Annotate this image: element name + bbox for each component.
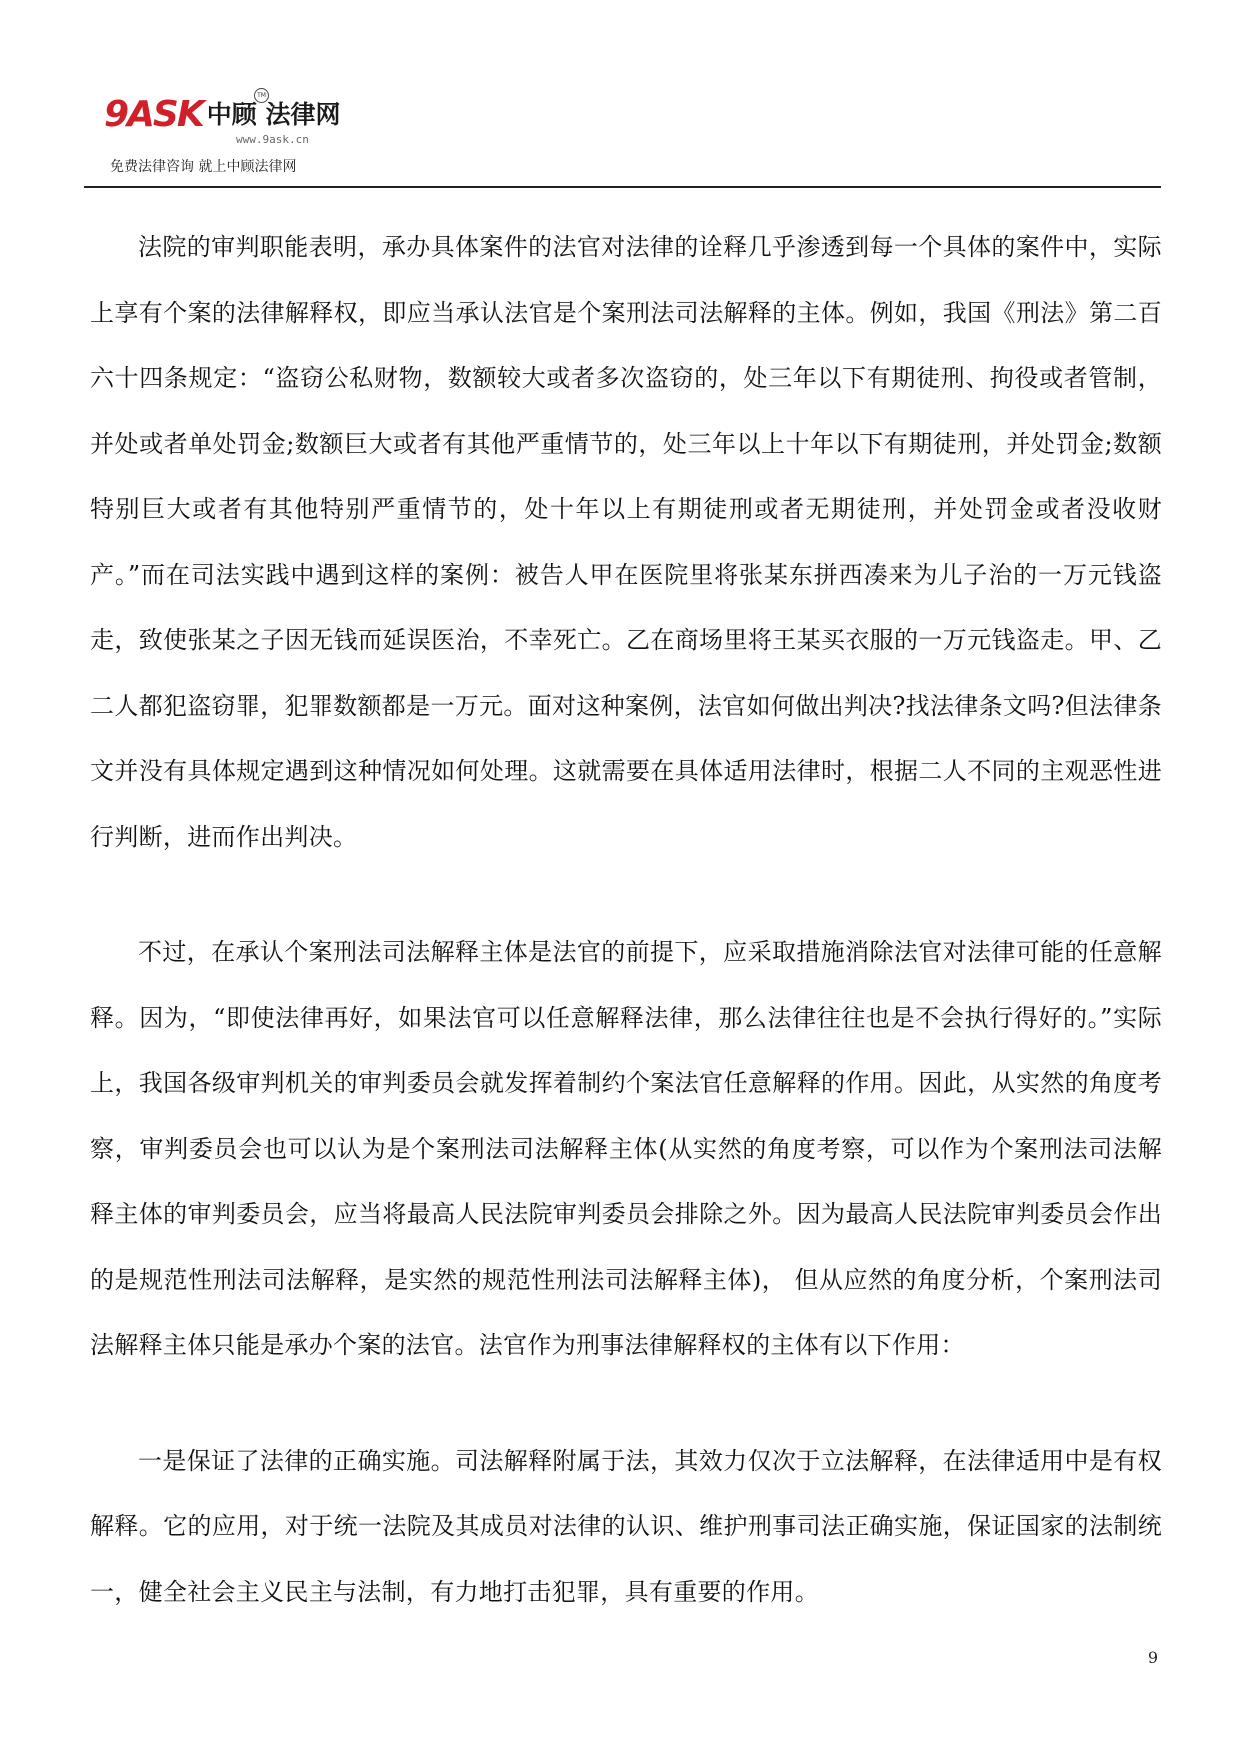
paragraph-1: 法院的审判职能表明，承办具体案件的法官对法律的诠释几乎渗透到每一个具体的案件中，实际上享有个案的法律解释权，即应当承认法官是个案刑法司法解释的主体。例如，我国《刑法》第二百六十四条规定：“盗窃公私财物，数额较大或者多次盗窃的，处三年以下有期徒刑、拘役或者管制，并处或者单处罚金;数额巨大或者有其他严重情节的，处三年以上十年以下有期徒刑，并处罚金;数额特别巨大或者有其他特别严重情节的，处十年以上有期徒刑或者无期徒刑，并处罚金或者没收财产。”而在司法实践中遇到这样的案例：被告人甲在医院里将张某东拼西凑来为儿子治的一万元钱盗走，致使张某之子因无钱而延误医治，不幸死亡。乙在商场里将王某买衣服的一万元钱盗走。甲、乙二人都犯盗窃罪，犯罪数额都是一万元。面对这种案例，法官如何做出判决?找法律条文吗?但法律条文并没有具体规定遇到这种情况如何处理。这就需要在具体适用法律时，根据二人不同的主观恶性进行判断，进而作出判决。 xyxy=(90,233,1162,851)
site-logo[interactable] xyxy=(104,92,364,182)
logo-brand-name: 中顾 法律网 xyxy=(206,100,341,129)
paragraph-spacer xyxy=(90,1379,1162,1429)
page-header xyxy=(0,0,1241,190)
logo-url: www.9ask.cn xyxy=(236,133,309,146)
paragraph-spacer xyxy=(90,870,1162,920)
trademark-icon: TM xyxy=(254,88,269,103)
header-divider xyxy=(84,186,1161,188)
paragraph-2: 不过，在承认个案刑法司法解释主体是法官的前提下，应采取措施消除法官对法律可能的任意解释。因为，“即使法律再好，如果法官可以任意解释法律，那么法律往往也是不会执行得好的。”实际上，我国各级审判机关的审判委员会就发挥着制约个案法官任意解释的作用。因此，从实然的角度考察，审判委员会也可以认为是个案刑法司法解释主体(从实然的角度考察，可以作为个案刑法司法解释主体的审判委员会，应当将最高人民法院审判委员会排除之外。因为最高人民法院审判委员会作出的是规范性刑法司法解释，是实然的规范性刑法司法解释主体)， 但从应然的角度分析，个案刑法司法解释主体只能是承办个案的法官。法官作为刑事法律解释权的主体有以下作用： xyxy=(90,938,1162,1359)
paragraph-3: 一是保证了法律的正确实施。司法解释附属于法，其效力仅次于立法解释，在法律适用中是有权解释。它的应用，对于统一法院及其成员对法律的认识、维护刑事司法正确实施，保证国家的法制统一，健全社会主义民主与法制，有力地打击犯罪，具有重要的作用。 xyxy=(90,1446,1162,1606)
logo-slogan: 免费法律咨询 就上中顾法律网 xyxy=(110,159,297,175)
page-number: 9 xyxy=(1147,1648,1158,1667)
logo-mark: 9ASK xyxy=(104,94,203,135)
document-body xyxy=(90,215,1162,1625)
